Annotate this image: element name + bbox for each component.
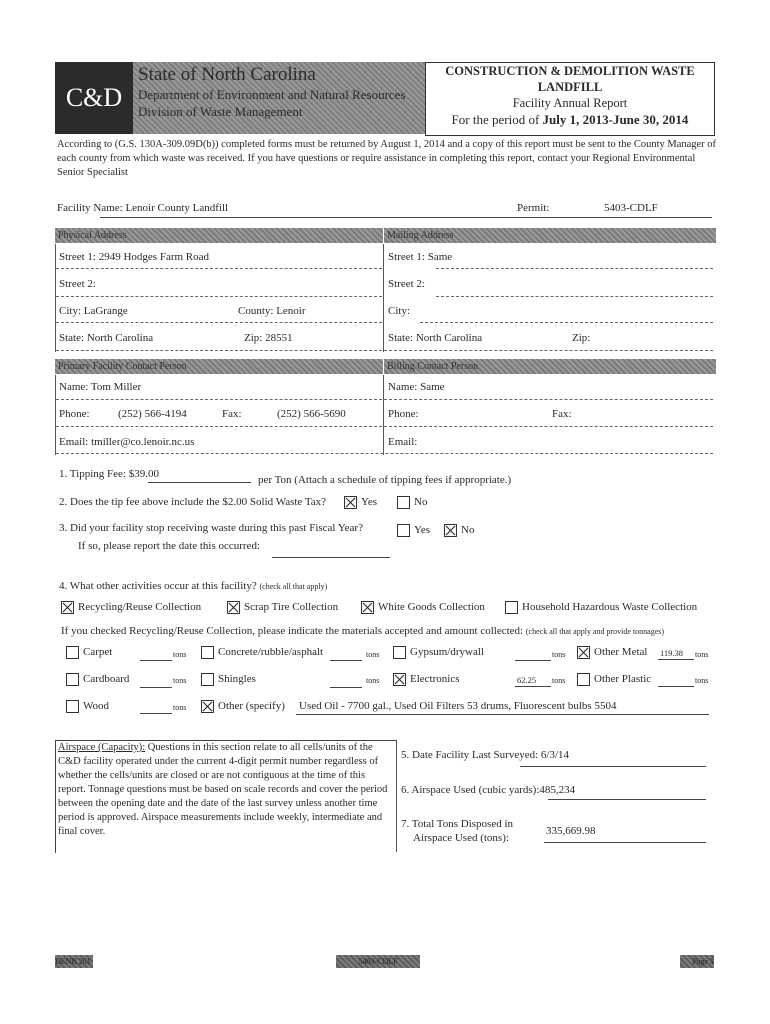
q3-no-label: No (461, 524, 475, 537)
tons-label: tons (552, 676, 566, 685)
q6-label: 6. Airspace Used (cubic yards): (401, 784, 540, 796)
email-value[interactable]: tmiller@co.lenoir.nc.us (91, 436, 195, 448)
q3-no-checkbox[interactable] (444, 524, 457, 537)
agency-division: Division of Waste Management (138, 104, 303, 119)
wood-checkbox[interactable] (66, 700, 79, 713)
airspace-divider (396, 740, 397, 852)
divider (56, 399, 382, 400)
primary-fax-label: Fax: (222, 408, 242, 420)
permit-label: Permit: (517, 202, 550, 214)
divider (56, 350, 382, 351)
material-other-specify[interactable] (201, 700, 285, 713)
materials-intro (61, 625, 664, 637)
cardboard-checkbox[interactable] (66, 673, 79, 686)
material-gypsum[interactable] (393, 646, 484, 659)
agency-department: Department of Environment and Natural Resources (138, 87, 406, 102)
material-label: Other Plastic (594, 673, 652, 686)
name-label: Name: (59, 381, 89, 393)
airspace-description (58, 741, 388, 839)
divider (384, 350, 713, 351)
carpet-checkbox[interactable] (66, 646, 79, 659)
email-label: Email: (59, 436, 89, 448)
q2-label: 2. Does the tip fee above include the $2.00 Solid Waste Tax? (59, 496, 327, 508)
physical-address-band: Physical Address (55, 228, 383, 243)
activity-label: White Goods Collection (378, 601, 485, 614)
activity-recycling-checkbox[interactable] (61, 601, 74, 614)
activity-label: Household Hazardous Waste Collection (522, 601, 698, 614)
activity-white-goods[interactable] (361, 601, 485, 614)
other-metal-checkbox[interactable] (577, 646, 590, 659)
material-wood[interactable] (66, 700, 109, 713)
activity-white-goods-checkbox[interactable] (361, 601, 374, 614)
state-value[interactable]: North Carolina (86, 332, 154, 344)
materials-intro-small: (check all that apply and provide tonnages) (525, 627, 665, 636)
name-label: Name: (388, 381, 418, 393)
physical-state (59, 332, 153, 344)
tons-label: tons (366, 676, 380, 685)
report-title-line2: LANDFILL (537, 80, 603, 94)
divider (56, 453, 713, 454)
q2-yes-checkbox[interactable] (344, 496, 357, 509)
billing-name (388, 381, 445, 393)
mailing-street2: Street 2: (388, 278, 425, 290)
facility-name-row (57, 202, 228, 214)
other-metal-amount[interactable]: 119.38 (660, 648, 684, 658)
zip-label: Zip: (244, 332, 263, 344)
divider (436, 296, 713, 297)
other-plastic-checkbox[interactable] (577, 673, 590, 686)
period-prefix: For the period of (451, 112, 543, 127)
city-value[interactable]: LaGrange (83, 305, 128, 317)
material-label: Concrete/rubble/asphalt (218, 646, 324, 659)
footer-page: Page 1 (680, 955, 714, 968)
airspace-heading: Airspace (Capacity): (58, 742, 146, 753)
activity-scrap-tire-checkbox[interactable] (227, 601, 240, 614)
material-label: Wood (83, 700, 110, 713)
wood-amount[interactable] (140, 713, 172, 714)
physical-county (238, 305, 306, 317)
q1-value[interactable]: $39.00 (128, 468, 159, 480)
other-specify-checkbox[interactable] (201, 700, 214, 713)
billing-email: Email: (388, 436, 418, 448)
material-label: Electronics (410, 673, 460, 686)
county-label: County: (238, 305, 274, 317)
activity-label: Recycling/Reuse Collection (78, 601, 202, 614)
city-label: City: (59, 305, 82, 317)
material-label: Shingles (218, 673, 256, 686)
other-plastic-amount[interactable] (658, 686, 694, 687)
q5-label: 5. Date Facility Last Surveyed: (401, 749, 539, 761)
tons-label: tons (366, 650, 380, 659)
primary-phone-label: Phone: (59, 408, 90, 420)
activity-hhw-checkbox[interactable] (505, 601, 518, 614)
material-other-metal[interactable] (577, 646, 647, 659)
concrete-checkbox[interactable] (201, 646, 214, 659)
street1-label: Street 1: (59, 251, 96, 263)
report-subtitle: Facility Annual Report (512, 96, 628, 110)
mailing-street1 (388, 251, 452, 263)
q7-label (401, 817, 513, 845)
electronics-checkbox[interactable] (393, 673, 406, 686)
carpet-amount[interactable] (140, 660, 172, 661)
divider (56, 268, 382, 269)
agency-state: State of North Carolina (138, 64, 316, 85)
tons-label: tons (695, 676, 709, 685)
report-title-box (425, 62, 715, 136)
q2-no-label: No (414, 496, 428, 509)
county-value[interactable]: Lenoir (276, 305, 306, 317)
footer-permit: 5403-CDLF (336, 955, 420, 968)
material-shingles[interactable] (201, 673, 256, 686)
facility-name-label: Facility Name: (57, 202, 123, 214)
period-dates: July 1, 2013-June 30, 2014 (542, 112, 689, 127)
agency-block (138, 64, 406, 120)
shingles-amount[interactable] (330, 687, 362, 688)
primary-fax[interactable]: (252) 566-5690 (277, 408, 346, 420)
materials-intro-text: If you checked Recycling/Reuse Collection, please indicate the materials accepted and amount collected: (61, 625, 524, 637)
q6-value[interactable]: 485,234 (539, 784, 576, 796)
q7-label-line2: Airspace Used (tons): (413, 832, 509, 844)
state-label: State: (388, 332, 414, 344)
q1-label: 1. Tipping Fee: (59, 468, 129, 480)
activity-label: Scrap Tire Collection (244, 601, 339, 614)
tons-label: tons (552, 650, 566, 659)
q2-no[interactable] (397, 496, 427, 509)
gypsum-checkbox[interactable] (393, 646, 406, 659)
primary-contact-band: Primary Facility Contact Person (55, 359, 383, 374)
center-rule (383, 244, 384, 352)
material-cardboard[interactable] (66, 673, 129, 686)
q3-followup: If so, please report the date this occurred: (78, 540, 261, 552)
primary-phone[interactable]: (252) 566-4194 (118, 408, 187, 420)
material-label: Other Metal (594, 646, 648, 659)
physical-street1 (59, 251, 209, 263)
intro-text: According to (G.S. 130A-309.09D(b)) completed forms must be returned by August 1, 2014 and a copy of this report must be sent to the County Manager of each county from which waste was received. If you have questions or require assistance in completing this report, contact your Regional Environmental Senior Specialist (57, 139, 717, 178)
material-label: Cardboard (83, 673, 130, 686)
tons-label: tons (695, 650, 709, 659)
mailing-address-band: Mailing Address (384, 228, 716, 243)
q4-label-small: (check all that apply) (259, 582, 328, 591)
other-specify-text[interactable]: Used Oil - 7700 gal., Used Oil Filters 53 drums, Fluorescent bulbs 5504 (299, 700, 617, 712)
electronics-amount[interactable]: 62.25 (517, 675, 537, 685)
street1-label: Street 1: (388, 251, 425, 263)
primary-name (59, 381, 141, 393)
other-metal-underline (658, 659, 694, 660)
material-carpet[interactable] (66, 646, 112, 659)
q3-yes-checkbox[interactable] (397, 524, 410, 537)
left-rule (55, 244, 56, 352)
physical-city (59, 305, 128, 317)
zip-value[interactable]: 28551 (265, 332, 293, 344)
gypsum-amount[interactable] (515, 660, 551, 661)
q6-underline (548, 799, 706, 800)
footer-form-id: DENR 201 (55, 955, 93, 968)
material-label: Other (specify) (218, 700, 285, 713)
concrete-amount[interactable] (330, 660, 362, 661)
activity-scrap-tire[interactable] (227, 601, 338, 614)
billing-phone: Phone: (388, 408, 419, 420)
center-rule (383, 375, 384, 455)
material-concrete[interactable] (201, 646, 323, 659)
airspace-text: Questions in this section relate to all cells/units of the C&D facility operated under the current 4-digit permit number regardless of whether the cells/units are closed or are not contiguous at the time of this report. Tonnage questions must be based on scale records and cover the period between the opening date and the date of the last survey unless another time period is approved. Airspace measurements include weekly, intermediate and final cover. (58, 742, 388, 837)
tons-label: tons (173, 703, 187, 712)
divider (56, 322, 382, 323)
physical-zip (244, 332, 293, 344)
left-rule (55, 375, 56, 455)
q5-value[interactable]: 6/3/14 (540, 749, 570, 761)
state-label: State: (59, 332, 85, 344)
q3-date-field[interactable] (272, 557, 390, 558)
mailing-state (388, 332, 482, 344)
q1-tipping-fee (59, 468, 159, 480)
shingles-checkbox[interactable] (201, 673, 214, 686)
electronics-underline (515, 686, 551, 687)
q7-underline (544, 842, 706, 843)
q6-airspace-used (401, 784, 575, 796)
material-other-plastic[interactable] (577, 673, 651, 686)
material-electronics[interactable] (393, 673, 459, 686)
facility-underline (100, 217, 712, 218)
q4-label-text: 4. What other activities occur at this facility? (59, 580, 257, 592)
primary-email (59, 436, 194, 448)
q3-yes-label: Yes (414, 524, 431, 537)
q5-date-surveyed (401, 749, 569, 761)
q7-value[interactable]: 335,669.98 (546, 825, 596, 837)
q7-label-line1: 7. Total Tons Disposed in (401, 818, 514, 830)
tons-label: tons (173, 650, 187, 659)
q2-yes-label: Yes (361, 496, 378, 509)
divider (384, 426, 713, 427)
divider (436, 268, 713, 269)
cardboard-amount[interactable] (140, 687, 172, 688)
activity-hhw[interactable] (505, 601, 697, 614)
divider (56, 426, 382, 427)
q3-label: 3. Did your facility stop receiving waste during this past Fiscal Year? (59, 522, 363, 534)
q1-underline (148, 482, 251, 483)
name-value[interactable]: Tom Miller (90, 381, 142, 393)
divider (56, 296, 382, 297)
q5-underline (520, 766, 706, 767)
q3-no[interactable] (444, 524, 474, 537)
street1-value[interactable]: Same (427, 251, 453, 263)
billing-fax: Fax: (552, 408, 572, 420)
material-label: Carpet (83, 646, 113, 659)
permit-value[interactable]: 5403-CDLF (604, 202, 658, 214)
report-title-line1: CONSTRUCTION & DEMOLITION WASTE (445, 64, 695, 78)
q3-yes[interactable] (397, 524, 430, 537)
material-label: Gypsum/drywall (410, 646, 484, 659)
report-period (426, 111, 714, 129)
state-value[interactable]: North Carolina (415, 332, 483, 344)
q4-label (59, 580, 327, 592)
divider (420, 322, 713, 323)
billing-contact-band: Billing Contact Person (384, 359, 716, 374)
divider (384, 399, 713, 400)
q1-suffix: per Ton (Attach a schedule of tipping fees if appropriate.) (258, 474, 512, 486)
q2-yes[interactable] (344, 496, 377, 509)
other-specify-underline (296, 714, 709, 715)
facility-name-value[interactable]: Lenoir County Landfill (125, 202, 229, 214)
tons-label: tons (173, 676, 187, 685)
activity-recycling[interactable] (61, 601, 201, 614)
q2-no-checkbox[interactable] (397, 496, 410, 509)
cd-logo: C&D (55, 62, 133, 134)
street1-value[interactable]: 2949 Hodges Farm Road (98, 251, 210, 263)
mailing-zip: Zip: (572, 332, 591, 344)
name-value[interactable]: Same (420, 381, 445, 393)
mailing-city: City: (388, 305, 411, 317)
physical-street2: Street 2: (59, 278, 96, 290)
